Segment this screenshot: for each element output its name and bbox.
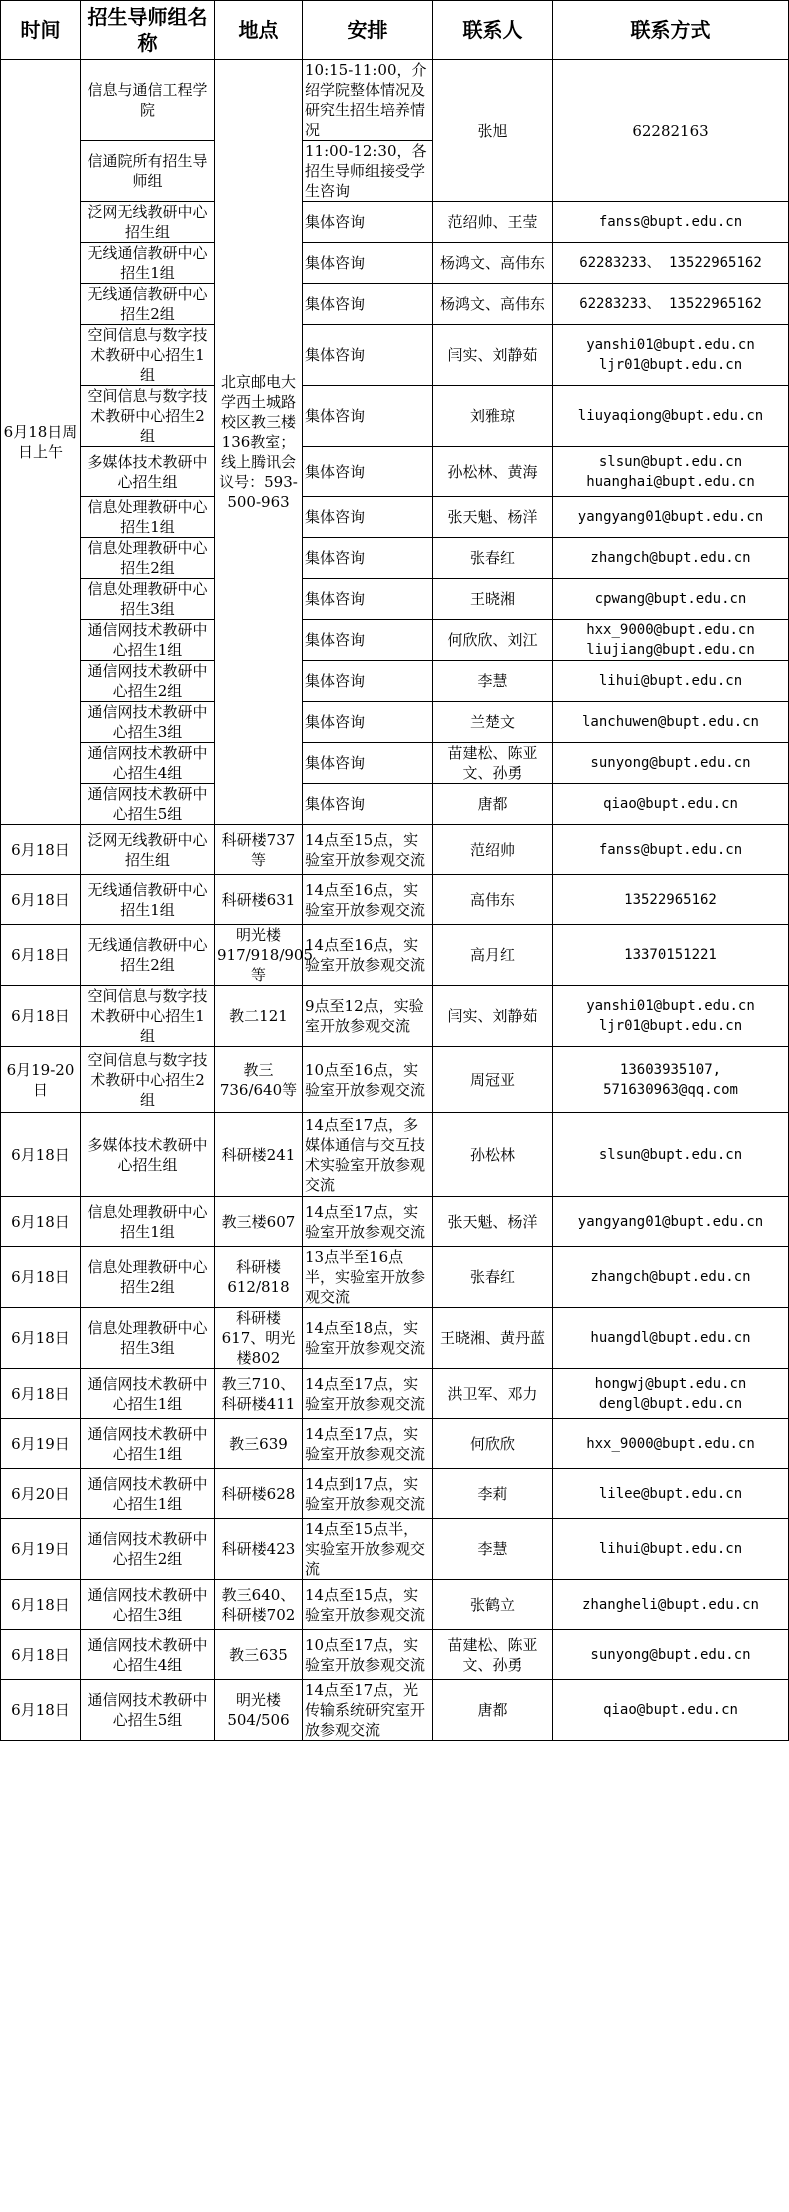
contact-person-cell: 李莉 [433,1469,553,1519]
contact-person-cell: 孙松林 [433,1113,553,1197]
contact-person-cell: 范绍帅、王莹 [433,202,553,243]
location-cell: 明光楼504/506 [215,1680,303,1741]
arrangement-cell: 14点至15点，实验室开放参观交流 [303,825,433,875]
table-row [1,1680,789,1741]
contact-person-cell: 高伟东 [433,875,553,925]
time-cell: 6月19日 [1,1419,81,1469]
contact-person-cell: 闫实、刘静茹 [433,986,553,1047]
arrangement-cell: 14点至17点，实验室开放参观交流 [303,1419,433,1469]
location-cell: 科研楼631 [215,875,303,925]
location-cell: 科研楼241 [215,1113,303,1197]
contact-person-cell: 王晓湘、黄丹蓝 [433,1308,553,1369]
arrangement-cell: 集体咨询 [303,620,433,661]
table-row [1,1419,789,1469]
group-cell: 通信网技术教研中心招生4组 [81,743,215,784]
contact-person-cell: 何欣欣 [433,1419,553,1469]
header-time: 时间 [1,1,81,60]
table-row [1,620,789,661]
time-cell: 6月19-20日 [1,1047,81,1113]
arrangement-cell: 14点到17点，实验室开放参观交流 [303,1469,433,1519]
location-cell: 教二121 [215,986,303,1047]
contact-method-cell: yanshi01@bupt.edu.cn ljr01@bupt.edu.cn [553,325,789,386]
contact-method-cell: 62283233、 13522965162 [553,243,789,284]
group-cell: 通信网技术教研中心招生5组 [81,1680,215,1741]
table-row [1,986,789,1047]
arrangement-cell: 集体咨询 [303,784,433,825]
table-row [1,447,789,497]
contact-method-cell: zhangch@bupt.edu.cn [553,538,789,579]
group-cell: 信通院所有招生导师组 [81,141,215,202]
header-group: 招生导师组名称 [81,1,215,60]
table-row [1,825,789,875]
group-cell: 通信网技术教研中心招生1组 [81,620,215,661]
location-cell: 科研楼612/818 [215,1247,303,1308]
contact-person-cell: 周冠亚 [433,1047,553,1113]
arrangement-cell: 10点至16点，实验室开放参观交流 [303,1047,433,1113]
group-cell: 通信网技术教研中心招生1组 [81,1369,215,1419]
time-cell: 6月18日 [1,925,81,986]
arrangement-cell: 14点至17点，多媒体通信与交互技术实验室开放参观交流 [303,1113,433,1197]
group-cell: 信息处理教研中心招生2组 [81,1247,215,1308]
location-cell: 科研楼737等 [215,825,303,875]
time-cell: 6月18日 [1,1630,81,1680]
table-row [1,386,789,447]
table-row [1,1469,789,1519]
group-cell: 空间信息与数字技术教研中心招生1组 [81,325,215,386]
contact-person-cell: 闫实、刘静茹 [433,325,553,386]
arrangement-cell: 10:15-11:00，介绍学院整体情况及研究生招生培养情况 [303,60,433,141]
contact-method-cell: lilee@bupt.edu.cn [553,1469,789,1519]
group-cell: 空间信息与数字技术教研中心招生1组 [81,986,215,1047]
table-row [1,784,789,825]
location-cell: 科研楼617、明光楼802 [215,1308,303,1369]
group-cell: 信息处理教研中心招生3组 [81,579,215,620]
arrangement-cell: 13点半至16点半，实验室开放参观交流 [303,1247,433,1308]
table-row [1,1369,789,1419]
table-row [1,1308,789,1369]
contact-person-cell: 张天魁、杨洋 [433,497,553,538]
table-row [1,60,789,141]
contact-method-cell: 62282163 [553,60,789,202]
contact-person-cell: 兰楚文 [433,702,553,743]
header-contact-person: 联系人 [433,1,553,60]
table-row [1,1047,789,1113]
contact-method-cell: yangyang01@bupt.edu.cn [553,497,789,538]
contact-method-cell: qiao@bupt.edu.cn [553,1680,789,1741]
arrangement-cell: 11:00-12:30，各招生导师组接受学生咨询 [303,141,433,202]
table-row [1,1519,789,1580]
arrangement-cell: 集体咨询 [303,497,433,538]
arrangement-cell: 集体咨询 [303,325,433,386]
contact-person-cell: 张春红 [433,538,553,579]
contact-method-cell: liuyaqiong@bupt.edu.cn [553,386,789,447]
contact-method-cell: lanchuwen@bupt.edu.cn [553,702,789,743]
arrangement-cell: 14点至16点，实验室开放参观交流 [303,875,433,925]
location-cell: 教三楼607 [215,1197,303,1247]
arrangement-cell: 集体咨询 [303,702,433,743]
contact-method-cell: 13370151221 [553,925,789,986]
location-cell: 科研楼628 [215,1469,303,1519]
arrangement-cell: 集体咨询 [303,579,433,620]
arrangement-cell: 集体咨询 [303,284,433,325]
group-cell: 信息处理教研中心招生1组 [81,497,215,538]
arrangement-cell: 集体咨询 [303,202,433,243]
contact-method-cell: fanss@bupt.edu.cn [553,825,789,875]
arrangement-cell: 集体咨询 [303,243,433,284]
contact-method-cell: lihui@bupt.edu.cn [553,1519,789,1580]
time-cell: 6月18日 [1,875,81,925]
table-row [1,284,789,325]
arrangement-cell: 集体咨询 [303,661,433,702]
contact-person-cell: 唐都 [433,1680,553,1741]
table-row [1,579,789,620]
arrangement-cell: 集体咨询 [303,386,433,447]
header-location: 地点 [215,1,303,60]
location-cell: 教三639 [215,1419,303,1469]
time-cell: 6月19日 [1,1519,81,1580]
contact-person-cell: 杨鸿文、高伟东 [433,284,553,325]
group-cell: 通信网技术教研中心招生3组 [81,702,215,743]
group-cell: 通信网技术教研中心招生1组 [81,1419,215,1469]
contact-person-cell: 苗建松、陈亚文、孙勇 [433,743,553,784]
group-cell: 无线通信教研中心招生2组 [81,925,215,986]
contact-person-cell: 何欣欣、刘江 [433,620,553,661]
contact-method-cell: qiao@bupt.edu.cn [553,784,789,825]
contact-method-cell: lihui@bupt.edu.cn [553,661,789,702]
contact-person-cell: 高月红 [433,925,553,986]
location-cell: 教三710、科研楼411 [215,1369,303,1419]
time-cell: 6月18日 [1,986,81,1047]
group-cell: 通信网技术教研中心招生3组 [81,1580,215,1630]
contact-method-cell: hongwj@bupt.edu.cn dengl@bupt.edu.cn [553,1369,789,1419]
arrangement-cell: 集体咨询 [303,538,433,579]
contact-person-cell: 刘雅琼 [433,386,553,447]
arrangement-cell: 14点至15点半，实验室开放参观交流 [303,1519,433,1580]
time-cell: 6月18日 [1,1197,81,1247]
location-cell: 教三635 [215,1630,303,1680]
contact-method-cell: slsun@bupt.edu.cn [553,1113,789,1197]
table-row [1,925,789,986]
table-row [1,661,789,702]
contact-method-cell: yangyang01@bupt.edu.cn [553,1197,789,1247]
location-cell: 教三640、科研楼702 [215,1580,303,1630]
table-row [1,1113,789,1197]
contact-person-cell: 张春红 [433,1247,553,1308]
group-cell: 通信网技术教研中心招生2组 [81,661,215,702]
contact-method-cell: zhangheli@bupt.edu.cn [553,1580,789,1630]
arrangement-cell: 集体咨询 [303,743,433,784]
table-row [1,243,789,284]
group-cell: 信息处理教研中心招生3组 [81,1308,215,1369]
contact-method-cell: 13603935107, 571630963@qq.com [553,1047,789,1113]
contact-method-cell: hxx_9000@bupt.edu.cn liujiang@bupt.edu.cn [553,620,789,661]
time-cell: 6月20日 [1,1469,81,1519]
table-row [1,497,789,538]
header-contact-method: 联系方式 [553,1,789,60]
contact-method-cell: cpwang@bupt.edu.cn [553,579,789,620]
contact-method-cell: hxx_9000@bupt.edu.cn [553,1419,789,1469]
contact-method-cell: fanss@bupt.edu.cn [553,202,789,243]
arrangement-cell: 14点至18点，实验室开放参观交流 [303,1308,433,1369]
header-row [1,1,789,60]
contact-method-cell: slsun@bupt.edu.cn huanghai@bupt.edu.cn [553,447,789,497]
group-cell: 无线通信教研中心招生1组 [81,243,215,284]
group-cell: 通信网技术教研中心招生4组 [81,1630,215,1680]
contact-person-cell: 杨鸿文、高伟东 [433,243,553,284]
header-arrangement: 安排 [303,1,433,60]
group-cell: 通信网技术教研中心招生2组 [81,1519,215,1580]
group-cell: 空间信息与数字技术教研中心招生2组 [81,386,215,447]
arrangement-cell: 10点至17点，实验室开放参观交流 [303,1630,433,1680]
group-cell: 无线通信教研中心招生2组 [81,284,215,325]
table-row [1,202,789,243]
time-cell: 6月18日 [1,825,81,875]
contact-person-cell: 张旭 [433,60,553,202]
time-cell: 6月18日 [1,1580,81,1630]
contact-person-cell: 范绍帅 [433,825,553,875]
table-row [1,1197,789,1247]
contact-method-cell: zhangch@bupt.edu.cn [553,1247,789,1308]
table-row [1,1630,789,1680]
arrangement-cell: 14点至17点，实验室开放参观交流 [303,1369,433,1419]
group-cell: 泛网无线教研中心招生组 [81,202,215,243]
time-cell: 6月18日 [1,1308,81,1369]
group-cell: 多媒体技术教研中心招生组 [81,1113,215,1197]
table-row [1,325,789,386]
group-cell: 信息处理教研中心招生1组 [81,1197,215,1247]
group-cell: 信息与通信工程学院 [81,60,215,141]
table-row [1,875,789,925]
group-cell: 空间信息与数字技术教研中心招生2组 [81,1047,215,1113]
contact-person-cell: 唐都 [433,784,553,825]
group-cell: 多媒体技术教研中心招生组 [81,447,215,497]
location-cell: 明光楼917/918/905等 [215,925,303,986]
contact-person-cell: 张鹤立 [433,1580,553,1630]
arrangement-cell: 9点至12点，实验室开放参观交流 [303,986,433,1047]
time-cell: 6月18日 [1,1369,81,1419]
contact-method-cell: huangdl@bupt.edu.cn [553,1308,789,1369]
arrangement-cell: 14点至17点，实验室开放参观交流 [303,1197,433,1247]
arrangement-cell: 14点至16点，实验室开放参观交流 [303,925,433,986]
group-cell: 泛网无线教研中心招生组 [81,825,215,875]
contact-person-cell: 洪卫军、邓力 [433,1369,553,1419]
location-cell: 北京邮电大学西土城路校区教三楼136教室；线上腾讯会议号：593-500-963 [215,60,303,825]
time-cell: 6月18日 [1,1113,81,1197]
contact-person-cell: 李慧 [433,661,553,702]
location-cell: 教三736/640等 [215,1047,303,1113]
contact-method-cell: sunyong@bupt.edu.cn [553,743,789,784]
arrangement-cell: 14点至15点，实验室开放参观交流 [303,1580,433,1630]
group-cell: 信息处理教研中心招生2组 [81,538,215,579]
contact-person-cell: 张天魁、杨洋 [433,1197,553,1247]
arrangement-cell: 集体咨询 [303,447,433,497]
group-cell: 无线通信教研中心招生1组 [81,875,215,925]
contact-person-cell: 王晓湘 [433,579,553,620]
contact-person-cell: 李慧 [433,1519,553,1580]
table-row [1,1247,789,1308]
group-cell: 通信网技术教研中心招生5组 [81,784,215,825]
time-cell: 6月18日 [1,1247,81,1308]
table-row [1,1580,789,1630]
contact-person-cell: 孙松林、黄海 [433,447,553,497]
time-cell: 6月18日 [1,1680,81,1741]
contact-method-cell: sunyong@bupt.edu.cn [553,1630,789,1680]
location-cell: 科研楼423 [215,1519,303,1580]
table-row [1,538,789,579]
contact-method-cell: yanshi01@bupt.edu.cn ljr01@bupt.edu.cn [553,986,789,1047]
contact-person-cell: 苗建松、陈亚文、孙勇 [433,1630,553,1680]
contact-method-cell: 13522965162 [553,875,789,925]
time-cell: 6月18日周日上午 [1,60,81,825]
table-row [1,743,789,784]
table-row [1,702,789,743]
contact-method-cell: 62283233、 13522965162 [553,284,789,325]
group-cell: 通信网技术教研中心招生1组 [81,1469,215,1519]
arrangement-cell: 14点至17点，光传输系统研究室开放参观交流 [303,1680,433,1741]
